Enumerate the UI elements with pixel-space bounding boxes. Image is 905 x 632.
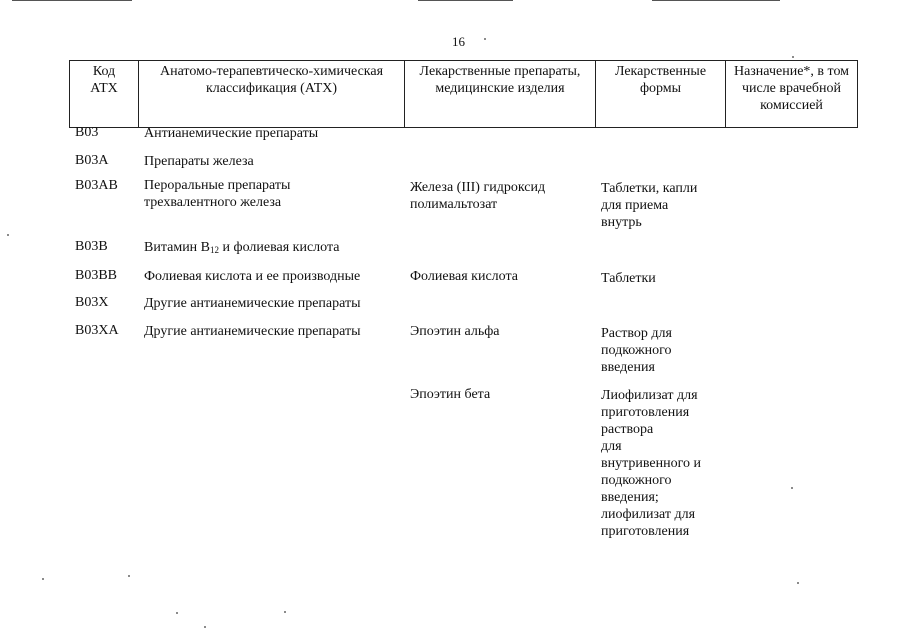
row-b03bb-code: B03BB: [75, 268, 118, 283]
row-b03xa-form: [601, 325, 672, 376]
row-b03ab-form-line-3: внутрь: [601, 215, 642, 230]
row-b03b-name-suffix: и фолиевая кислота: [219, 240, 340, 255]
header-forms-line-1: Лекарственные: [614, 64, 707, 79]
scan-speck: [176, 612, 178, 614]
row-b03-name: Антианемические препараты: [144, 126, 319, 141]
scan-speck: [128, 575, 130, 577]
row-b03x-code: B03X: [75, 295, 109, 310]
row-epoetin-beta-form-line-7: введения;: [601, 490, 659, 505]
header-purpose: [726, 61, 858, 128]
row-epoetin-beta-form-line-3: раствора: [601, 422, 654, 437]
scan-top-line-left: [12, 0, 132, 1]
row-b03xa-form-line-3: введения: [601, 360, 655, 375]
header-code-line-2: АТХ: [90, 81, 118, 96]
row-epoetin-beta-drug: Эпоэтин бета: [410, 387, 491, 402]
row-epoetin-beta-form-line-4: для: [601, 439, 622, 454]
header-purpose-line-1: Назначение*, в том: [733, 64, 850, 79]
row-b03b-name-subscript: 12: [210, 245, 220, 255]
row-b03b-name-prefix: Витамин B: [144, 240, 211, 255]
row-b03ab-form: [601, 180, 697, 231]
row-b03-code: B03: [75, 125, 99, 140]
row-b03xa-form-line-2: подкожного: [601, 343, 672, 358]
row-b03xa-name: Другие антианемические препараты: [144, 324, 361, 339]
header-purpose-line-2: числе врачебной: [741, 81, 842, 96]
row-b03a-name: Препараты железа: [144, 154, 254, 169]
scan-speck: [204, 626, 206, 628]
row-b03bb-name: Фолиевая кислота и ее производные: [144, 269, 361, 284]
header-classification-line-2: классификация (АТХ): [205, 81, 338, 96]
header-drugs-line-1: Лекарственные препараты,: [419, 64, 581, 79]
row-b03xa-drug: Эпоэтин альфа: [410, 324, 500, 339]
scan-speck: [792, 56, 794, 58]
row-b03ab-drug-line-2: полимальтозат: [410, 197, 498, 212]
row-epoetin-beta-form: [601, 387, 701, 540]
row-epoetin-beta-form-line-5: внутривенного и: [601, 456, 701, 471]
header-code-line-1: Код: [92, 64, 116, 79]
scan-speck: [42, 578, 44, 580]
header-drugs: [405, 61, 596, 128]
row-epoetin-beta-form-line-1: Лиофилизат для: [601, 388, 698, 403]
header-forms: [596, 61, 726, 128]
header-classification: [139, 61, 405, 128]
row-epoetin-beta-form-line-8: лиофилизат для: [601, 507, 696, 522]
row-epoetin-beta-form-line-6: подкожного: [601, 473, 672, 488]
row-epoetin-beta-form-line-9: приготовления: [601, 524, 690, 539]
header-drugs-line-2: медицинские изделия: [435, 81, 565, 96]
row-b03ab-drug: [410, 179, 545, 213]
row-b03ab-code: B03AB: [75, 178, 118, 193]
scan-speck: [791, 487, 793, 489]
row-b03ab-form-line-2: для приема: [601, 198, 669, 213]
header-purpose-line-3: комиссией: [760, 98, 823, 113]
header-code: [70, 61, 139, 128]
row-b03ab-name-line-2: трехвалентного железа: [144, 195, 282, 210]
table-header: [69, 60, 858, 128]
row-b03xa-form-line-1: Раствор для: [601, 326, 672, 341]
row-b03bb-drug: Фолиевая кислота: [410, 269, 518, 284]
scan-top-line-right: [652, 0, 780, 1]
row-b03xa-code: B03XA: [75, 323, 119, 338]
row-b03b-name: [144, 239, 339, 256]
page-number: 16: [452, 34, 465, 49]
scan-speck: [484, 38, 486, 40]
row-b03ab-form-line-1: Таблетки, капли: [601, 181, 698, 196]
row-b03bb-form: Таблетки: [601, 271, 656, 286]
header-classification-line-1: Анатомо-терапевтическо-химическая: [159, 64, 384, 79]
row-b03ab-drug-line-1: Железа (III) гидроксид: [410, 180, 546, 195]
row-b03b-code: B03B: [75, 239, 108, 254]
scan-speck: [284, 611, 286, 613]
scan-speck: [7, 234, 9, 236]
row-b03ab-name: [144, 177, 290, 211]
scan-speck: [797, 582, 799, 584]
row-epoetin-beta-form-line-2: приготовления: [601, 405, 690, 420]
scan-top-line-middle: [418, 0, 513, 1]
row-b03ab-name-line-1: Пероральные препараты: [144, 178, 291, 193]
row-b03x-name: Другие антианемические препараты: [144, 296, 361, 311]
header-forms-line-2: формы: [639, 81, 682, 96]
row-b03a-code: B03A: [75, 153, 109, 168]
